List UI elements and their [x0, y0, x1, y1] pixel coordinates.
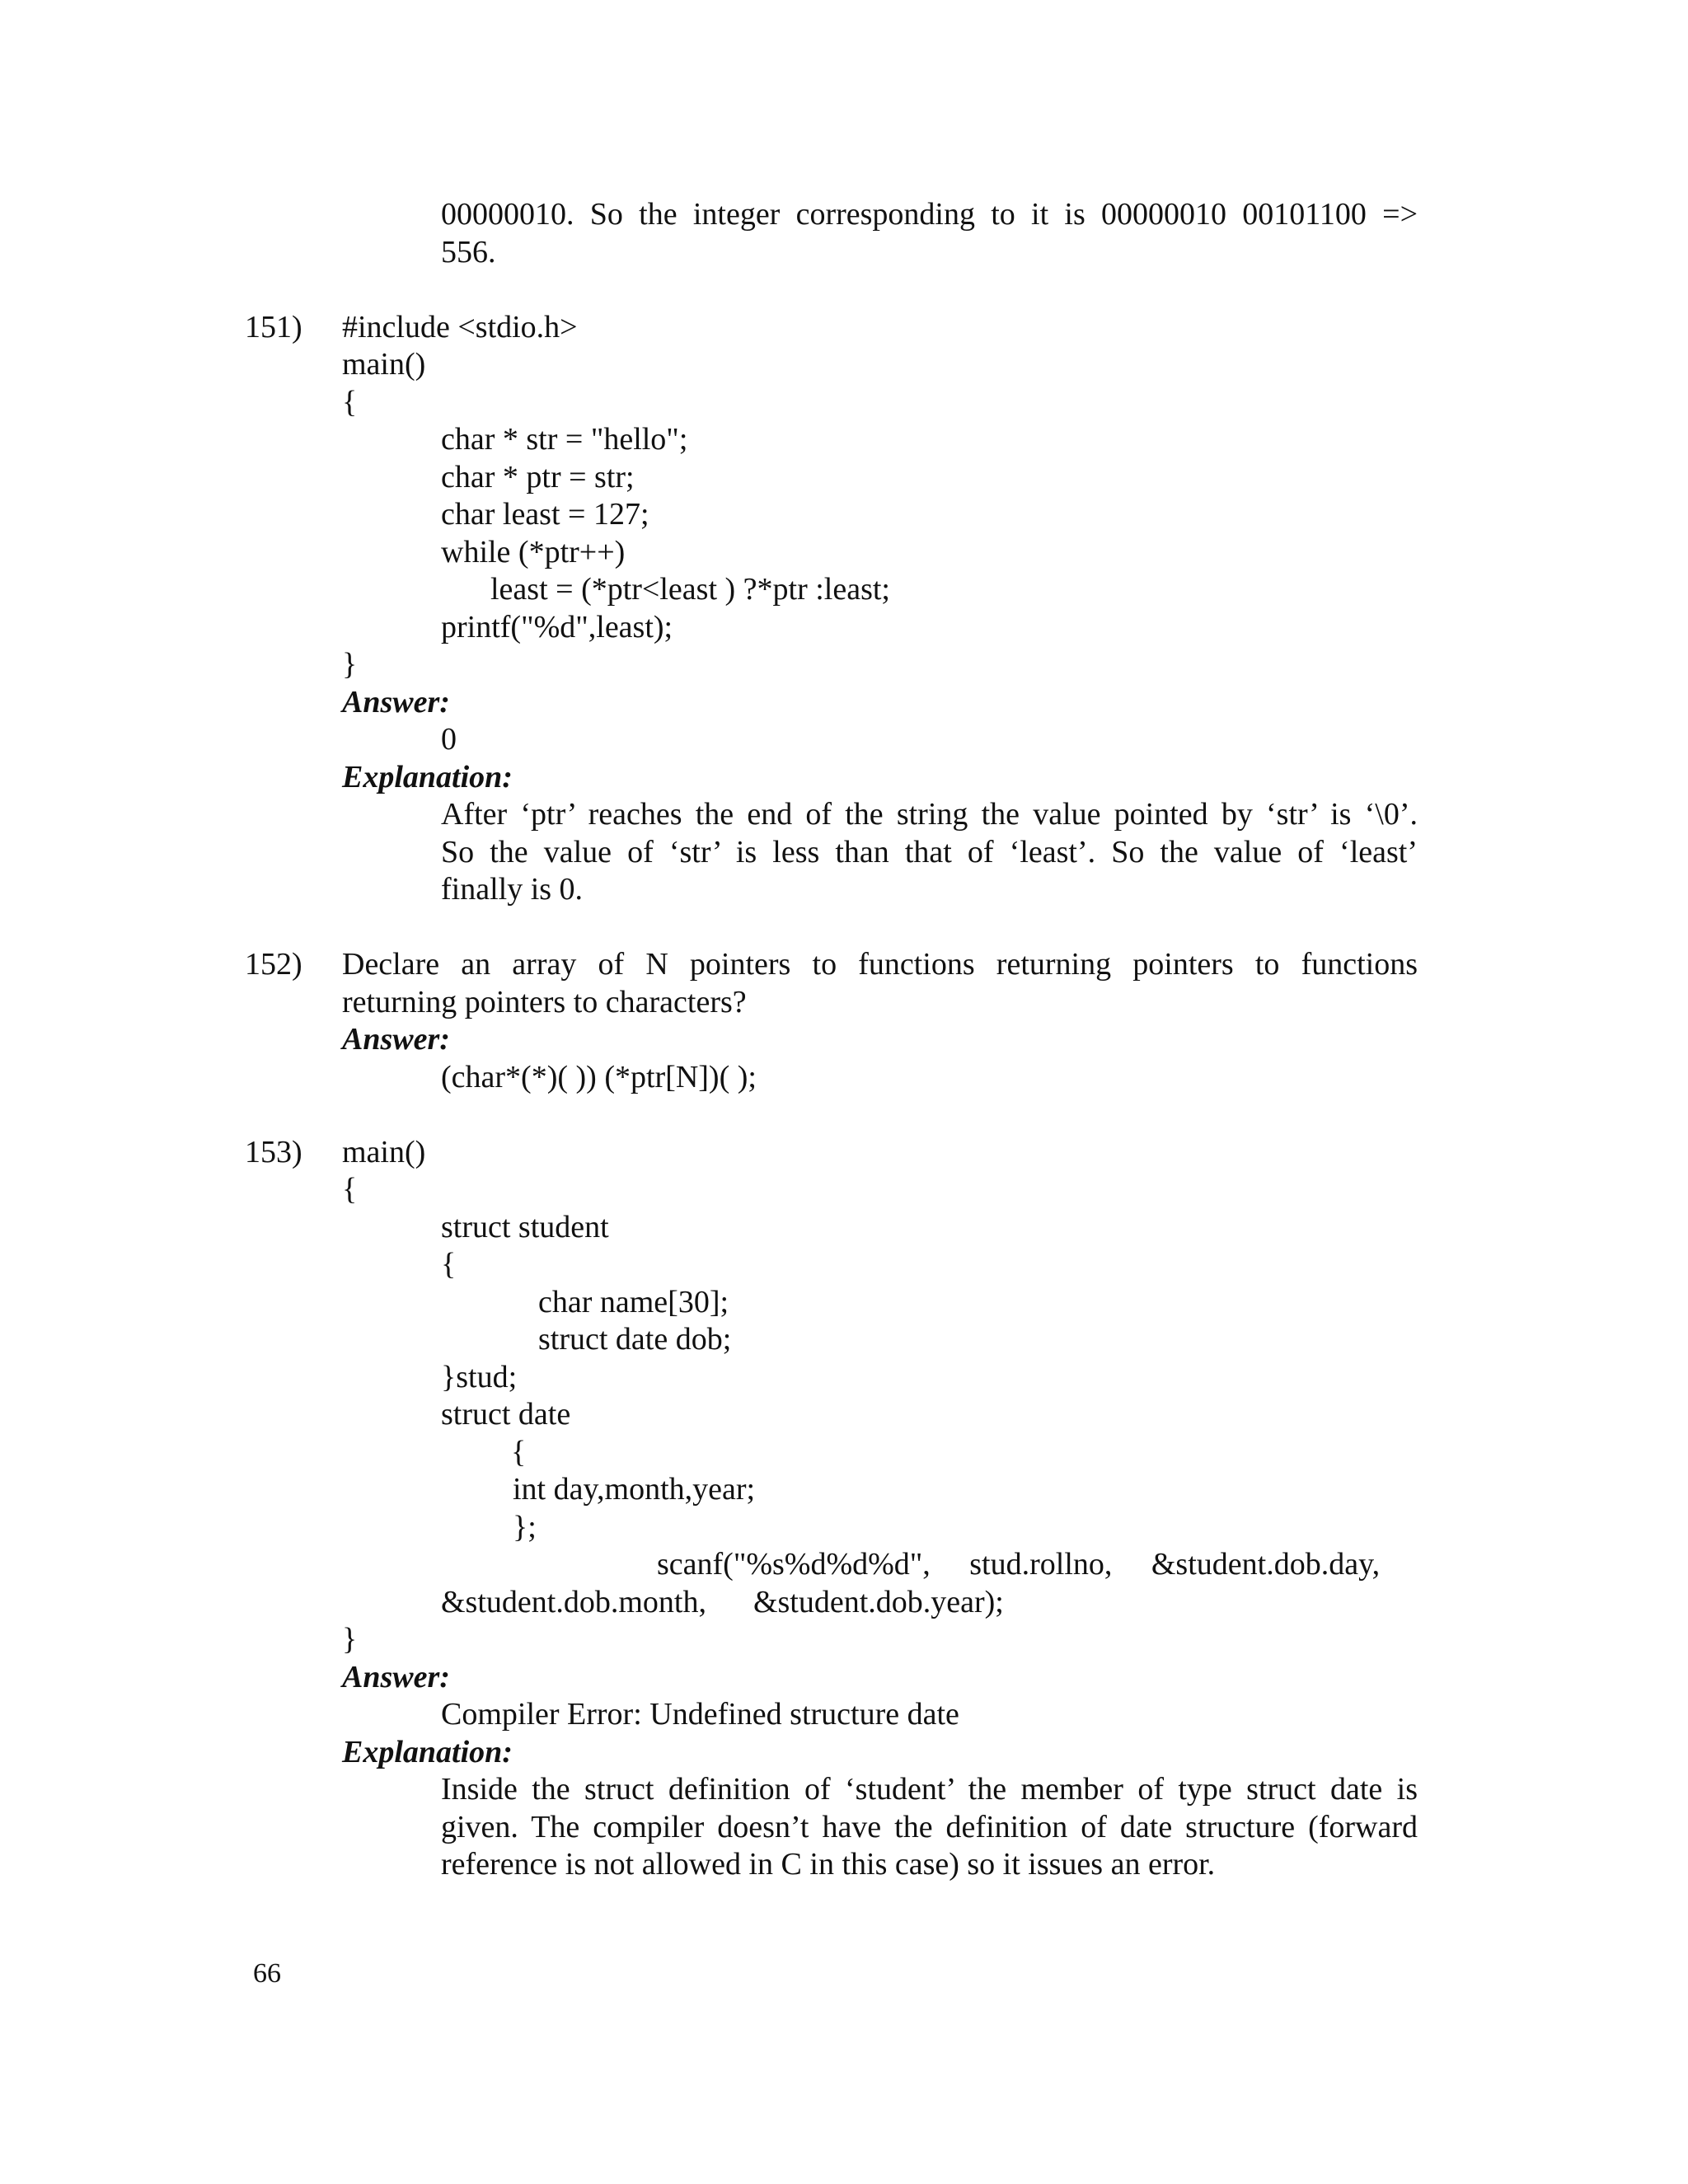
- code-line: {: [511, 1435, 527, 1469]
- question-number-153: 153): [245, 1135, 302, 1169]
- code-line: printf("%d",least);: [441, 610, 673, 644]
- question-text-line: Declare an array of N pointers to functions returning pointers to functions: [342, 947, 1418, 982]
- code-line: char * str = "hello";: [441, 422, 688, 457]
- code-line: };: [513, 1510, 537, 1544]
- code-line: char name[30];: [538, 1285, 729, 1319]
- code-line: {: [441, 1247, 457, 1282]
- code-line: scanf("%s%d%d%d", stud.rollno, &student.dob.day,: [657, 1547, 1381, 1582]
- question-text-line: returning pointers to characters?: [342, 985, 747, 1019]
- answer-text: Compiler Error: Undefined structure date: [441, 1697, 959, 1732]
- intro-line-2: 556.: [441, 235, 496, 269]
- code-line: char * ptr = str;: [441, 460, 635, 494]
- answer-label: Answer:: [342, 685, 450, 719]
- code-line: {: [342, 1172, 358, 1207]
- code-line: }stud;: [441, 1360, 518, 1394]
- explanation-label: Explanation:: [342, 760, 513, 794]
- code-line: struct date dob;: [538, 1322, 732, 1357]
- code-line: struct date: [441, 1397, 571, 1432]
- code-line: while (*ptr++): [441, 535, 626, 569]
- explanation-line: So the value of ‘str’ is less than that of ‘least’. So the value of ‘least’: [441, 835, 1418, 869]
- explanation-line: given. The compiler doesn’t have the definition of date structure (forward: [441, 1810, 1418, 1844]
- answer-label: Answer:: [342, 1022, 450, 1057]
- page-number: 66: [253, 1958, 281, 1989]
- intro-line-1: 00000010. So the integer corresponding to it is 00000010 00101100 =>: [441, 197, 1418, 232]
- explanation-line: After ‘ptr’ reaches the end of the string the value pointed by ‘str’ is ‘\0’.: [441, 797, 1418, 832]
- question-number-151: 151): [245, 310, 302, 344]
- explanation-line: reference is not allowed in C in this case) so it issues an error.: [441, 1847, 1216, 1882]
- code-line: #include <stdio.h>: [342, 310, 578, 344]
- question-number-152: 152): [245, 947, 302, 982]
- explanation-line: Inside the struct definition of ‘student’ the member of type struct date is: [441, 1772, 1418, 1807]
- answer-label: Answer:: [342, 1660, 450, 1694]
- code-line: }: [342, 1622, 358, 1657]
- explanation-label: Explanation:: [342, 1735, 513, 1769]
- code-line: &student.dob.month, &student.dob.year);: [441, 1585, 1004, 1619]
- code-line: }: [342, 647, 358, 682]
- answer-text: (char*(*)( )) (*ptr[N])( );: [441, 1060, 757, 1094]
- code-line: char least = 127;: [441, 497, 649, 532]
- explanation-line: finally is 0.: [441, 872, 584, 907]
- code-line: {: [342, 385, 358, 419]
- code-line: main(): [342, 1135, 426, 1169]
- code-line: main(): [342, 347, 426, 382]
- code-line: least = (*ptr<least ) ?*ptr :least;: [490, 572, 890, 607]
- answer-text: 0: [441, 722, 457, 757]
- code-line: struct student: [441, 1210, 609, 1244]
- code-line: int day,month,year;: [513, 1472, 756, 1507]
